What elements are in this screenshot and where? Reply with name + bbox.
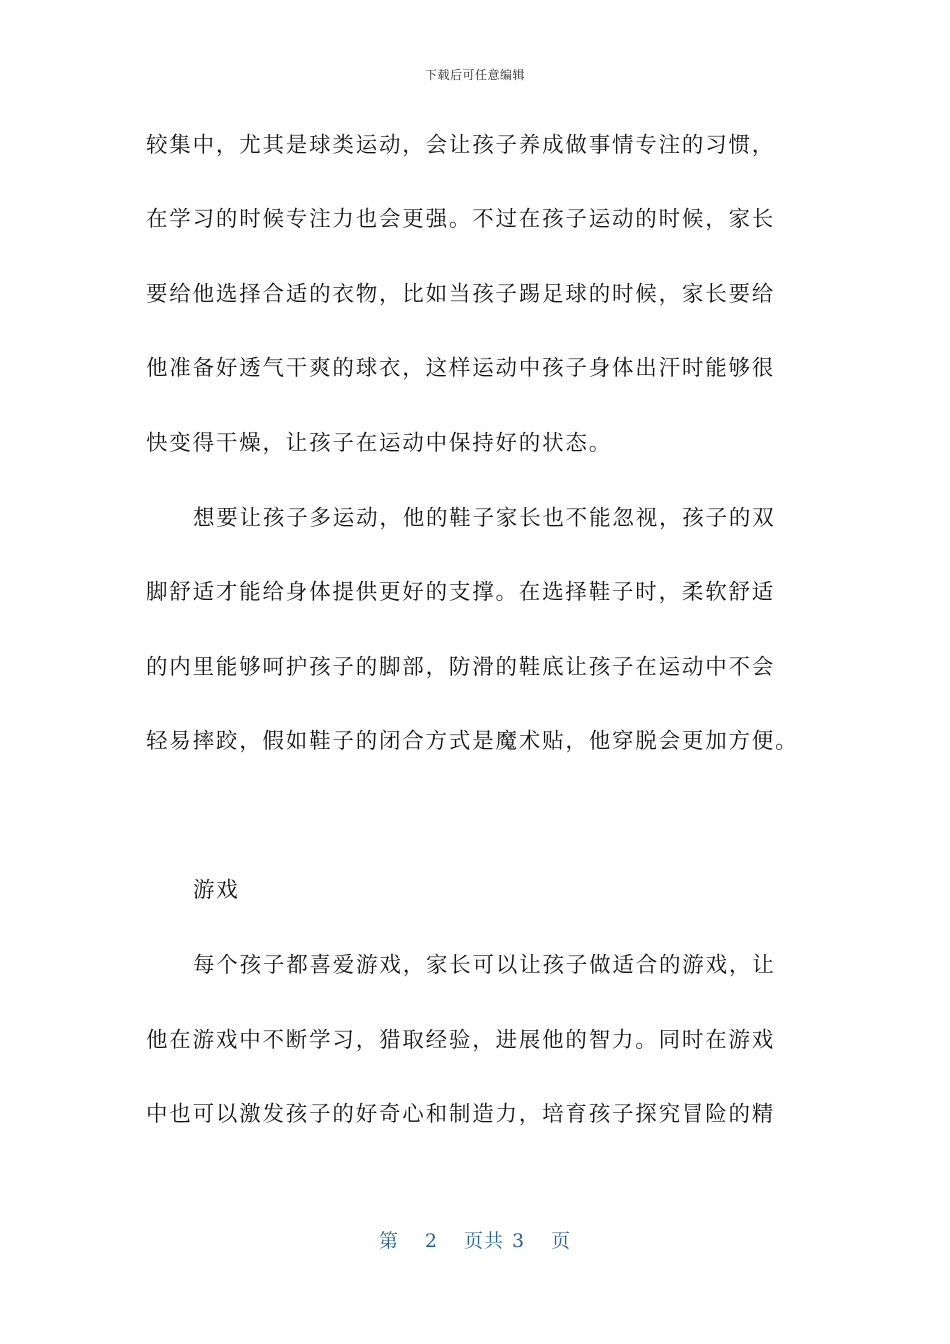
body-line: 中也可以激发孩子的好奇心和制造力，培育孩子探究冒险的精 (146, 1102, 776, 1127)
body-line: 轻易摔跤，假如鞋子的闭合方式是魔术贴，他穿脱会更加方便。 (146, 729, 799, 754)
body-line: 想要让孩子多运动，他的鞋子家长也不能忽视，孩子的双 (193, 506, 776, 531)
body-line: 快变得干燥，让孩子在运动中保持好的状态。 (146, 431, 613, 456)
body-line: 他准备好透气干爽的球衣，这样运动中孩子身体出汗时能够很 (146, 356, 776, 381)
page-footer (0, 1226, 950, 1253)
body-line: 每个孩子都喜爱游戏，家长可以让孩子做适合的游戏，让 (193, 953, 776, 978)
section-heading: 游戏 (193, 878, 240, 903)
footer-total-pages: 3 (512, 1230, 526, 1252)
body-line: 他在游戏中不断学习，猎取经验，进展他的智力。同时在游戏 (146, 1028, 776, 1053)
body-line: 的内里能够呵护孩子的脚部，防滑的鞋底让孩子在运动中不会 (146, 655, 776, 680)
body-line: 在学习的时候专注力也会更强。不过在孩子运动的时候，家长 (146, 207, 776, 232)
footer-suffix: 页 (551, 1230, 572, 1252)
body-line: 脚舒适才能给身体提供更好的支撑。在选择鞋子时，柔软舒适 (146, 580, 776, 605)
body-line: 要给他选择合适的衣物，比如当孩子踢足球的时候，家长要给 (146, 282, 776, 307)
body-line: 较集中，尤其是球类运动，会让孩子养成做事情专注的习惯， (146, 133, 776, 158)
header-note: 下载后可任意编辑 (424, 68, 525, 82)
footer-middle: 页共 (463, 1230, 504, 1252)
footer-prefix: 第 (378, 1230, 399, 1252)
footer-current-page: 2 (424, 1230, 438, 1252)
